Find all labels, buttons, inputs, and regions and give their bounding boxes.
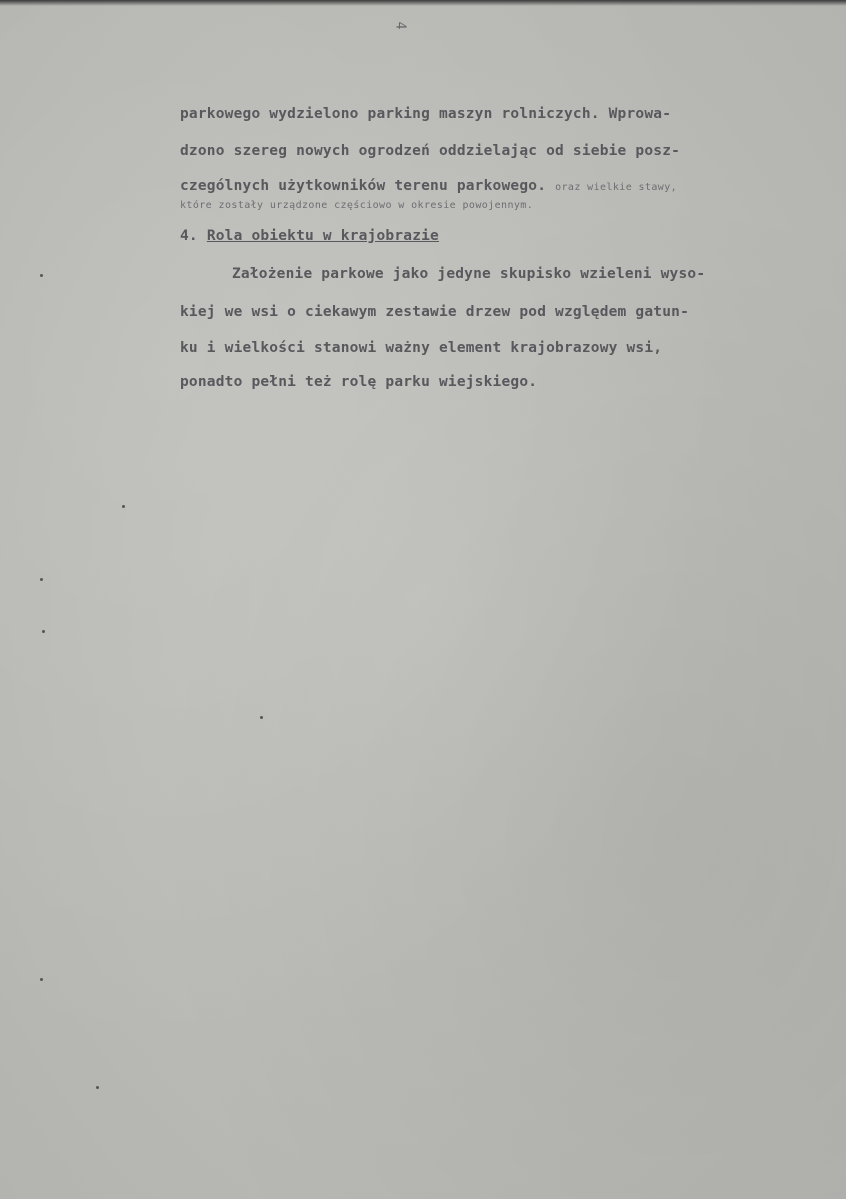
dust-speck	[40, 274, 43, 277]
paragraph-line: parkowego wydzielono parking maszyn rolniczych. Wprowa-	[180, 106, 672, 122]
scan-top-edge	[0, 0, 846, 6]
dust-speck	[260, 716, 263, 719]
section-title: Rola obiektu w krajobrazie	[206, 228, 439, 244]
paragraph-line: kiej we wsi o ciekawym zestawie drzew pod względem gatun-	[180, 304, 689, 320]
dust-speck	[40, 978, 43, 981]
dust-speck	[122, 505, 125, 508]
section-heading	[180, 228, 439, 244]
dust-speck	[42, 630, 45, 633]
handwritten-insert: oraz wielkie stawy,	[555, 182, 678, 193]
paragraph-line: Założenie parkowe jako jedyne skupisko wzieleni wyso-	[232, 266, 706, 282]
paragraph-line: dzono szereg nowych ogrodzeń oddzielając od siebie posz-	[180, 143, 681, 159]
page-number: 4	[392, 21, 408, 30]
dust-speck	[40, 578, 43, 581]
paragraph-line	[180, 178, 677, 194]
paragraph-line-main: czególnych użytkowników terenu parkowego.	[180, 178, 547, 194]
dust-speck	[96, 1086, 99, 1089]
paragraph-line: ku i wielkości stanowi ważny element krajobrazowy wsi,	[180, 340, 663, 356]
paragraph-line: ponadto pełni też rolę parku wiejskiego.	[180, 374, 538, 390]
section-number: 4.	[180, 228, 198, 244]
handwritten-insert-line: które zostały urządzone częściowo w okresie powojennym.	[180, 200, 534, 211]
